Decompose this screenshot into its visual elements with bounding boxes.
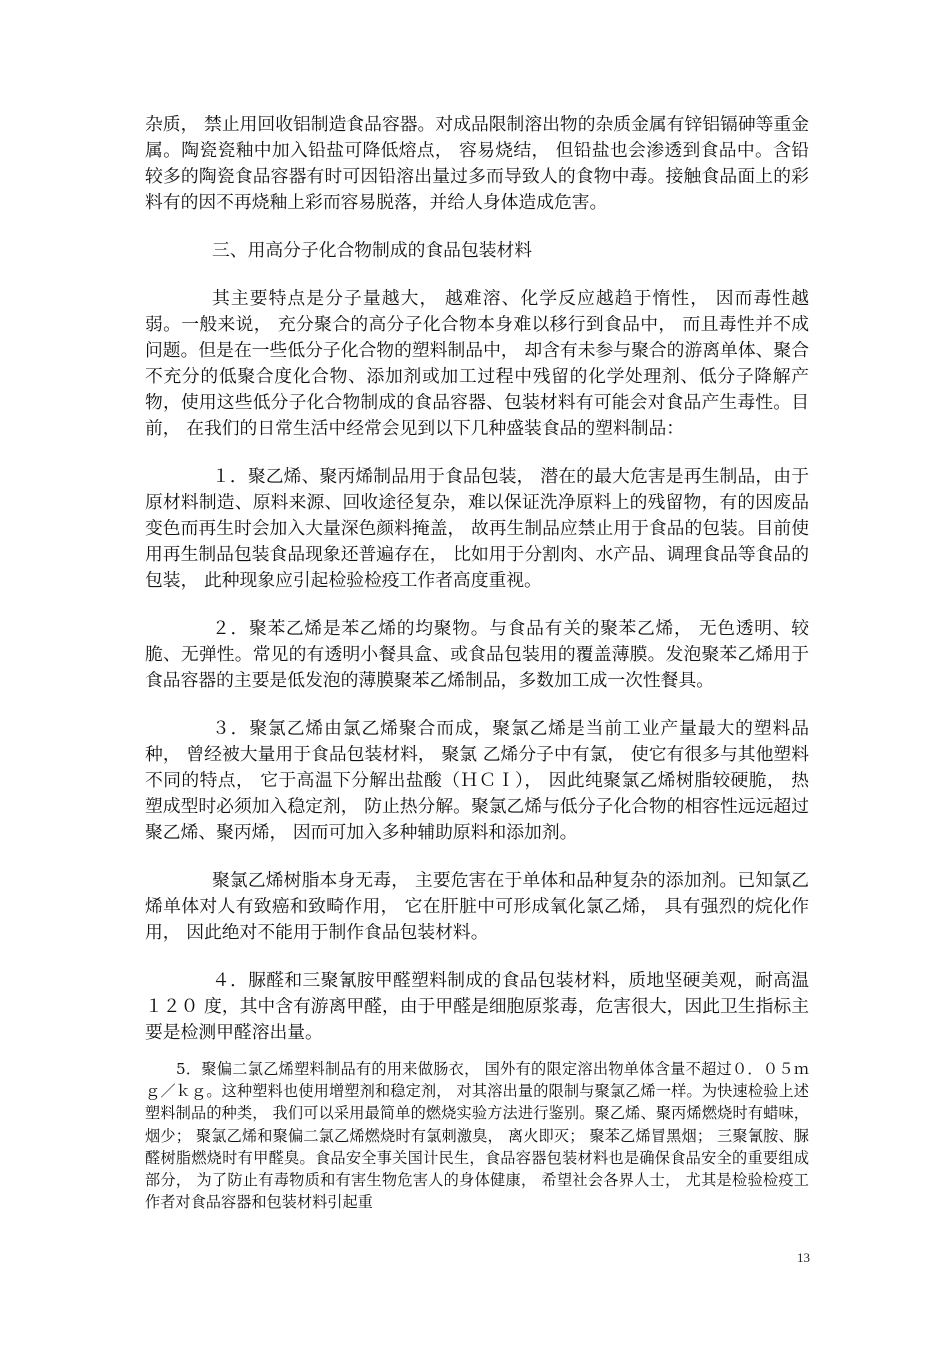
page-number: 13 — [797, 1250, 810, 1265]
page-body — [145, 112, 809, 1213]
paragraph-heavy-metals: 杂质， 禁止用回收铝制造食品容器。对成品限制溶出物的杂质金属有锌铝镉砷等重金属。陶瓷瓷釉中加入铅盐可降低熔点， 容易烧结， 但铅盐也会渗透到食品中。含铅较多的陶瓷食品容器有时可因铅溶出量过多而导致人的食物中毒。接触食品面上的彩料有的因不再烧釉上彩而容易脱落，并给人身体造成危害。 — [145, 114, 809, 213]
section-heading: 三、用高分子化合物制成的食品包装材料 — [212, 240, 533, 261]
paragraph-item-1: １．聚乙烯、聚丙烯制品用于食品包装， 潜在的最大危害是再生制品，由于原材料制造、原料来源、回收途径复杂，难以保证洗净原料上的残留物，有的因废品变色而再生时会加入大量深色颜料掩盖， 故再生制品应禁止用于食品的包装。目前使用再生制品包装食品现象还普遍存在， 比如用于分割肉、水产品、调理食品等食品的包装， 此种现象应引起检验检疫工作者高度重视。 — [145, 466, 809, 591]
paragraph-item-4: ４．脲醛和三聚氰胺甲醛塑料制成的食品包装材料，质地坚硬美观，耐高温 １２０ 度，其中含有游离甲醛，由于甲醛是细胞原浆毒，危害很大，因此卫生指标主要是检测甲醛溶出量。 — [145, 970, 809, 1043]
paragraph-item-5: 5．聚偏二氯乙烯塑料制品有的用来做肠衣， 国外有的限定溶出物单体含量不超过０．０５ｍｇ／ｋｇ。这种塑料也使用增塑剂和稳定剂， 对其溶出量的限制与聚氯乙烯一样。为快速检验上述塑料制品的种类， 我们可以采用最简单的燃烧实验方法进行鉴别。聚乙烯、聚丙烯燃烧时有蜡味， 烟少； 聚氯乙烯和聚偏二氯乙烯燃烧时有氯刺激臭， 离火即灭； 聚苯乙烯冒黑烟； 三聚氰胺、脲醛树脂燃烧时有甲醛臭。食品安全事关国计民生，食品容器包装材料也是确保食品安全的重要组成部分， 为了防止有毒物质和有害生物危害人的身体健康， 希望社会各界人士， 尤其是检验检疫工作者对食品容器和包装材料引起重 — [145, 1060, 809, 1212]
paragraph-polymer-intro: 其主要特点是分子量越大， 越难溶、化学反应越趋于惰性， 因而毒性越弱。一般来说， 充分聚合的高分子化合物本身难以移行到食品中， 而且毒性并不成问题。但是在一些低分子化合物的塑料制品中， 却含有未参与聚合的游离单体、聚合不充分的低聚合度化合物、添加剂或加工过程中残留的化学处理剂、低分子降解产物，使用这些低分子化合物制成的食品容器、包装材料有可能会对食品产生毒性。目前， 在我们的日常生活中经常会见到以下几种盛装食品的塑料制品： — [145, 288, 809, 439]
paragraph-pvc-hazard: 聚氯乙烯树脂本身无毒， 主要危害在于单体和品种复杂的添加剂。已知氯乙烯单体对人有致癌和致畸作用， 它在肝脏中可形成氧化氯乙烯， 具有强烈的烷化作用， 因此绝对不能用于制作食品包装材料。 — [145, 870, 809, 943]
paragraph-item-2: ２．聚苯乙烯是苯乙烯的均聚物。与食品有关的聚苯乙烯， 无色透明、较脆、无弹性。常见的有透明小餐具盒、或食品包装用的覆盖薄膜。发泡聚苯乙烯用于食品容器的主要是低发泡的薄膜聚苯乙烯制品，多数加工成一次性餐具。 — [145, 618, 809, 691]
paragraph-item-3: ３．聚氯乙烯由氯乙烯聚合而成，聚氯乙烯是当前工业产量最大的塑料品种， 曾经被大量用于食品包装材料， 聚氯 乙烯分子中有氯， 使它有很多与其他塑料不同的特点， 它于高温下分解出盐酸（ＨＣＩ）， 因此纯聚氯乙烯树脂较硬脆， 热塑成型时必须加入稳定剂， 防止热分解。聚氯乙烯与低分子化合物的相容性远远超过聚乙烯、聚丙烯， 因而可加入多种辅助原料和添加剂。 — [145, 718, 809, 843]
